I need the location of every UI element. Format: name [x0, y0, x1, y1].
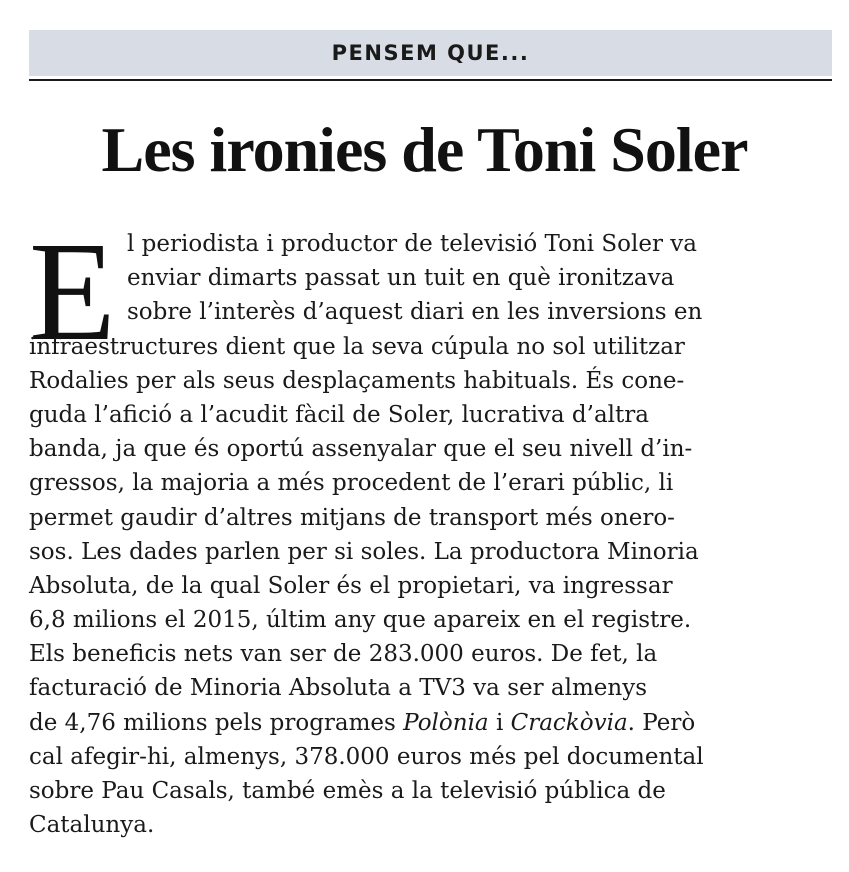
body-line: guda l’afició a l’acudit fàcil de Soler, lucrativa d’altra	[29, 401, 649, 428]
body-line: Absoluta, de la qual Soler és el propietari, va ingressar	[29, 572, 673, 599]
article-headline: Les ironies de Toni Soler	[101, 114, 748, 185]
section-divider	[29, 79, 832, 81]
body-line: permet gaudir d’altres mitjans de transport més onero-	[29, 504, 675, 531]
body-line: gressos, la majoria a més procedent de l’erari públic, li	[29, 470, 674, 497]
body-line: facturació de Minoria Absoluta a TV3 va ser almenys	[29, 675, 648, 702]
body-line: Rodalies per als seus desplaçaments habituals. És cone-	[29, 367, 685, 394]
body-line: enviar dimarts passat un tuit en què ironitzava	[127, 265, 675, 292]
body-line: banda, ja que és oportú assenyalar que el seu nivell d’in-	[29, 436, 693, 463]
body-line: infraestructures dient que la seva cúpula no sol utilitzar	[29, 333, 685, 360]
body-line: Els beneficis nets van ser de 283.000 euros. De fet, la	[29, 641, 658, 668]
body-text-run: i	[488, 709, 511, 736]
program-title-crackovia: Crackòvia	[510, 709, 628, 736]
body-line: cal afegir-hi, almenys, 378.000 euros més pel documental	[29, 743, 704, 770]
section-label: PENSEM QUE...	[331, 41, 530, 65]
body-line: l periodista i productor de televisió Toni Soler va	[127, 231, 697, 257]
body-line: 6,8 milions el 2015, últim any que apareix en el registre.	[29, 607, 692, 634]
body-text-run: . Però	[627, 709, 696, 736]
body-text-run: de 4,76 milions pels programes	[29, 709, 404, 736]
body-line: sobre Pau Casals, també emès a la televisió pública de	[29, 778, 666, 804]
body-line-with-titles	[29, 706, 829, 740]
body-line: sobre l’interès d’aquest diari en les inversions en	[127, 299, 703, 326]
drop-cap: E	[29, 212, 116, 370]
program-title-polonia: Polònia	[403, 709, 489, 736]
body-line: Catalunya.	[29, 812, 155, 839]
section-header	[29, 30, 832, 76]
body-line: sos. Les dades parlen per si soles. La productora Minoria	[29, 538, 699, 565]
article-body	[29, 227, 829, 842]
